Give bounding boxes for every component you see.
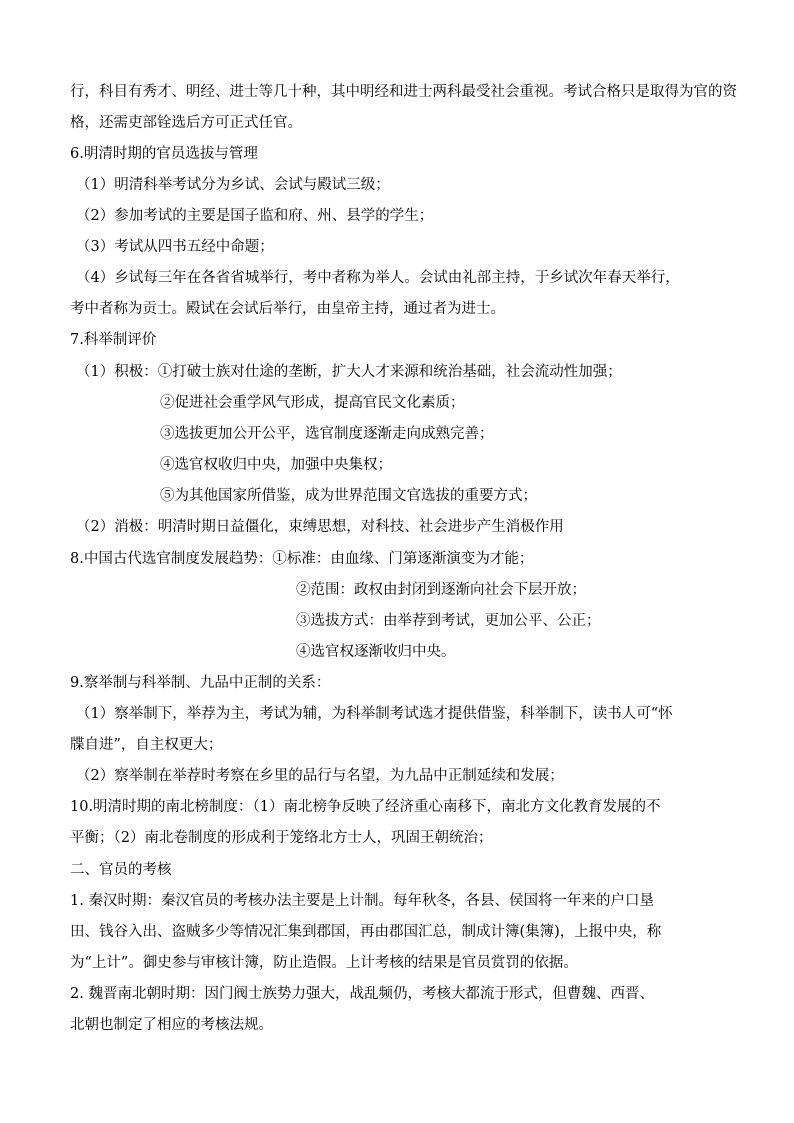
text-line: （2）参加考试的主要是国子监和府、州、县学的学生； (76, 208, 434, 224)
text-line: 考中者称为贡士。殿试在会试后举行，由皇帝主持，通过者为进士。 (70, 301, 505, 317)
section-heading: 6.明清时期的官员选拔与管理 (70, 146, 258, 162)
section-heading: 二、官员的考核 (70, 862, 172, 878)
text-line: ⑤为其他国家所借鉴，成为世界范围文官选拔的重要方式； (160, 488, 537, 504)
section-heading: 9.察举制与科举制、九品中正制的关系： (70, 675, 331, 691)
text-line: ③选拔更加公开公平，选官制度逐渐走向成熟完善； (160, 426, 494, 442)
text-line: 牒自进”，自主权更大； (70, 737, 223, 753)
text-line: （2）察举制在举荐时考察在乡里的品行与名望，为九品中正制延续和发展； (76, 768, 564, 784)
text-line: （1）积极：①打破士族对仕途的垄断，扩大人才来源和统治基础，社会流动性加强； (76, 364, 622, 380)
section-heading: 10.明清时期的南北榜制度：（1）南北榜争反映了经济重心南移下，南北方文化教育发展的不 (70, 799, 661, 815)
text-line: （3）考试从四书五经中命题； (76, 239, 274, 255)
section-heading: 8.中国古代选官制度发展趋势：①标准：由血缘、门第逐渐演变为才能； (70, 551, 534, 567)
section-heading: 7.科举制评价 (70, 332, 157, 348)
text-line: 1. 秦汉时期：秦汉官员的考核办法主要是上计制。每年秋冬，各县、侯国将一年来的户口垦 (70, 893, 654, 909)
text-line: （2）消极：明清时期日益僵化，束缚思想，对科技、社会进步产生消极作用 (76, 519, 564, 535)
text-line: ②范围：政权由封闭到逐渐向社会下层开放； (296, 582, 586, 598)
text-line: ②促进社会重学风气形成，提高官民文化素质； (160, 395, 465, 411)
text-line: 为“上计”。御史参与审核计簿，防止造假。上计考核的结果是官员赏罚的依据。 (70, 955, 578, 971)
text-line: （1）明清科举考试分为乡试、会试与殿试三级； (76, 177, 390, 193)
text-line: 行，科目有秀才、明经、进士等几十种，其中明经和进士两科最受社会重视。考试合格只是取得为官的资 (70, 84, 737, 100)
text-line: 北朝也制定了相应的考核法规。 (70, 1017, 273, 1033)
text-line: 平衡；（2）南北卷制度的形成利于笼络北方士人，巩固王朝统治； (70, 830, 493, 846)
text-line: 2. 魏晋南北朝时期：因门阀士族势力强大，战乱频仍，考核大都流于形式，但曹魏、西晋、 (70, 986, 654, 1002)
text-line: ④选官权逐渐收归中央。 (296, 644, 456, 660)
text-line: 格，还需吏部铨选后方可正式任官。 (70, 115, 302, 131)
text-line: （4）乡试每三年在各省省城举行，考中者称为举人。会试由礼部主持，于乡试次年春天举行， (76, 270, 680, 286)
text-line: 田、钱谷入出、盗贼多少等情况汇集到郡国，再由郡国汇总，制成计簿(集簿)，上报中央，称 (70, 924, 662, 940)
text-line: （1）察举制下，举荐为主，考试为辅，为科举制考试选才提供借鉴，科举制下，读书人可“怀 (76, 706, 673, 722)
text-line: ④选官权收归中央，加强中央集权； (160, 457, 392, 473)
text-line: ③选拔方式：由举荐到考试，更加公平、公正； (296, 613, 601, 629)
